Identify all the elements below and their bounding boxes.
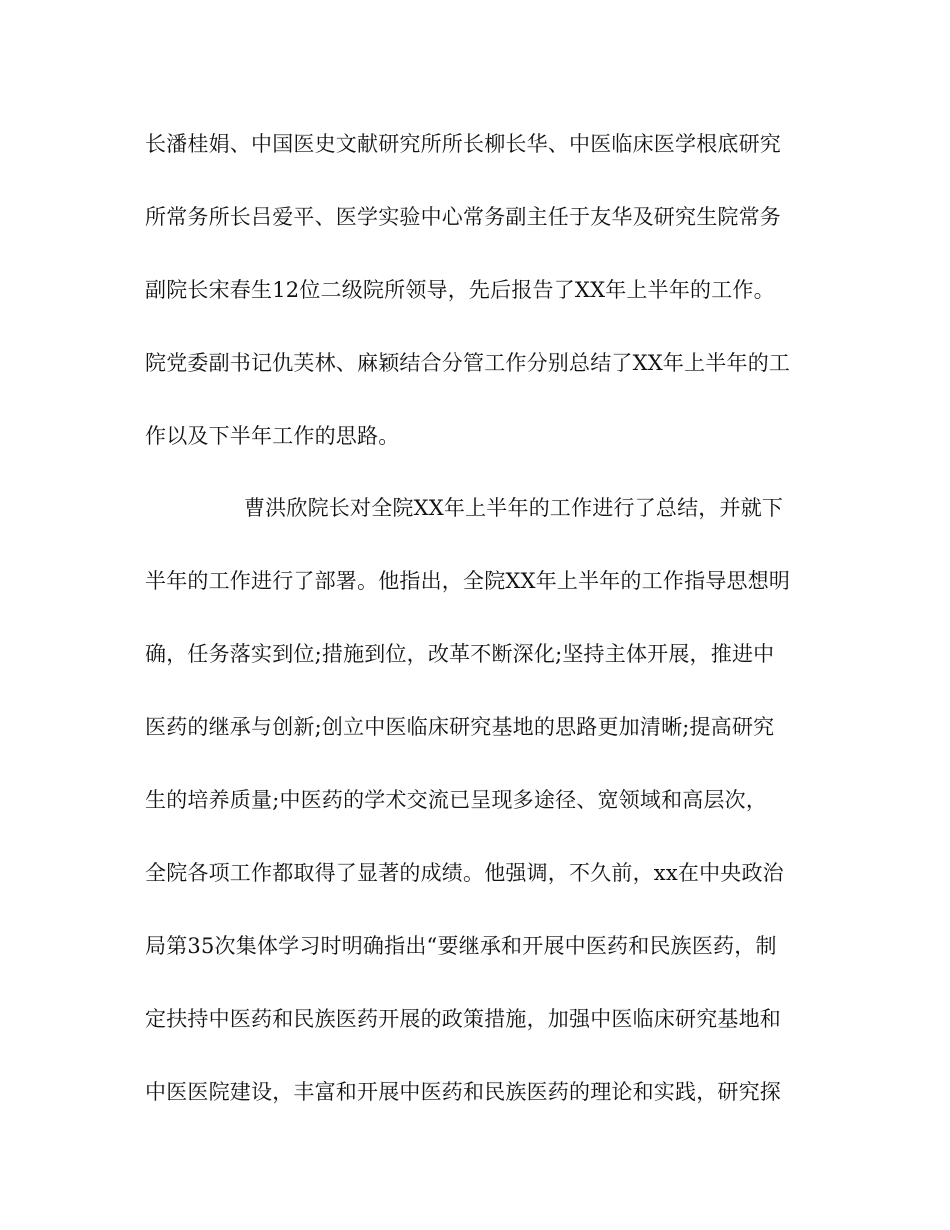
paragraph-line: 生的培养质量;中医药的学术交流已呈现多途径、宽领域和高层次， [145, 788, 768, 812]
paragraph-line: 医药的继承与创新;创立中医临床研究基地的思路更加清晰;提高研究 [145, 715, 775, 739]
paragraph-line: 所常务所长吕爱平、医学实验中心常务副主任于友华及研究生院常务 [145, 205, 781, 229]
paragraph-line: 院党委副书记仇芙林、麻颖结合分管工作分别总结了XX年上半年的工 [145, 351, 791, 375]
paragraph-line: 副院长宋春生12位二级院所领导，先后报告了XX年上半年的工作。 [145, 278, 775, 302]
paragraph-line: 定扶持中医药和民族医药开展的政策措施，加强中医临床研究基地和 [145, 1007, 781, 1031]
paragraph-line: 长潘桂娟、中国医史文献研究所所长柳长华、中医临床医学根底研究 [145, 132, 781, 156]
paragraph-line: 确，任务落实到位;措施到位，改革不断深化;坚持主体开展，推进中 [145, 642, 775, 666]
paragraph-line: 局第35次集体学习时明确指出“要继承和开展中医药和民族医药，制 [145, 934, 777, 958]
paragraph-line: 作以及下半年工作的思路。 [145, 424, 400, 448]
paragraph-line: 半年的工作进行了部署。他指出，全院XX年上半年的工作指导思想明 [145, 569, 791, 593]
paragraph-first-line: 曹洪欣院长对全院XX年上半年的工作进行了总结，并就下 [244, 496, 784, 520]
paragraph-line: 中医医院建设，丰富和开展中医药和民族医药的理论和实践，研究探 [145, 1080, 781, 1104]
paragraph-line: 全院各项工作都取得了显著的成绩。他强调，不久前，xx在中央政治 [145, 861, 784, 885]
